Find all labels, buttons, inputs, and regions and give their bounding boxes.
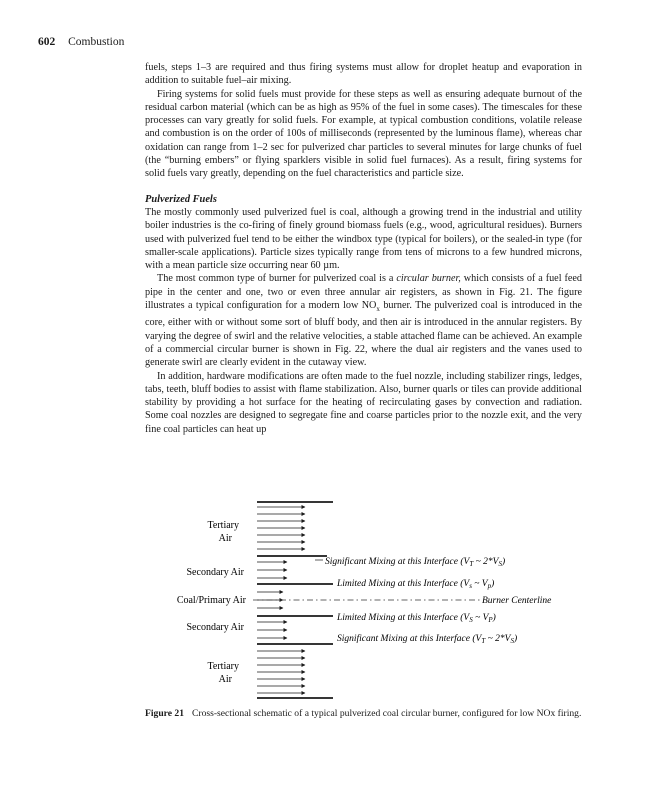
label-tertiary-top: Tertiary bbox=[207, 520, 239, 531]
burner-schematic bbox=[145, 498, 582, 702]
caption-label: Figure 21 bbox=[145, 708, 184, 719]
label-tertiary-bottom: Tertiary bbox=[207, 661, 239, 672]
body-text bbox=[145, 61, 582, 436]
paragraph-2: Firing systems for solid fuels must provide for these steps as well as ensuring adequate burnout of the residual carbon material (which can be as high as 95% of the fuel in some cases). The timescales for these processes can vary greatly for solid fuels. For example, at typical combustion conditions, volatile release and combustion is on the order of 100s of milliseconds (represented by the luminous flame), whereas char oxidation can range from 1–2 sec for pulverized char particles to several minutes for large chunks of fuel (the “burning embers” or flying sparklers visible in solid fuel furnaces). As a result, firing systems for solid fuels vary greatly, depending on the fuel characteristics and particle size. bbox=[145, 88, 582, 180]
paragraph-4 bbox=[145, 272, 582, 369]
label-air-top: Air bbox=[218, 533, 232, 544]
label-coal-primary: Coal/Primary Air bbox=[176, 595, 246, 606]
running-header bbox=[38, 36, 124, 48]
annotation-significant-top: Significant Mixing at this Interface ($V_T$ ~ $2*V_S$) bbox=[325, 557, 506, 568]
label-secondary-top: Secondary Air bbox=[186, 567, 244, 578]
section-heading: Pulverized Fuels bbox=[145, 193, 217, 205]
paragraph-1: fuels, steps 1–3 are required and thus firing systems must allow for droplet heatup and evaporation in addition to suitable fuel–air mixing. bbox=[145, 62, 582, 87]
p4-subscript: x bbox=[376, 305, 380, 314]
p4-emphasis: circular burner, bbox=[396, 273, 461, 285]
caption-text: Cross-sectional schematic of a typical pulverized coal circular burner, configured for low NOx firing. bbox=[192, 708, 582, 719]
p4-text-a: The most common type of burner for pulverized coal is a bbox=[157, 273, 397, 285]
figure-caption bbox=[145, 708, 582, 721]
annotation-limited-top: Limited Mixing at this Interface ($V_s$ ~ $V_p$) bbox=[337, 579, 495, 590]
figure-21 bbox=[145, 498, 582, 702]
p4-text-b: which consists of a fuel feed pipe in the center and one, two or even three annular air registers, as shown in Fig. 21. The figure illustrates a typical configuration for a modern low NO bbox=[145, 273, 582, 312]
annotation-centerline: Burner Centerline bbox=[482, 596, 552, 606]
p4-text-c: burner. The pulverized coal is introduced in the core, either with or without some sort of bluff body, and then air is introduced in the annular registers. By varying the degree of swirl and the relative velocities, a stable attached flame can be achieved. An example of a commercial circular burner is shown in Fig. 22, where the dual air registers and the vanes used to generate swirl are clearly evident in the cutaway view. bbox=[145, 300, 582, 369]
annotation-significant-bottom: Significant Mixing at this Interface ($V_T$ ~ $2*V_S$) bbox=[337, 634, 518, 645]
label-air-bottom: Air bbox=[218, 674, 232, 685]
label-secondary-bottom: Secondary Air bbox=[186, 622, 244, 633]
paragraph-5: In addition, hardware modifications are often made to the fuel nozzle, including stabilizer rings, ledges, tabs, teeth, bluff bodies to assist with flame stabilization. Also, burner quarls or tiles can provide additional stability by providing a hot surface for the heating of recirculating gases by convection and radiation. Some coal nozzles are designed to segregate fine and coarse particles prior to the nozzle exit, and the very fine coal particles can heat up bbox=[145, 370, 582, 435]
running-title: Combustion bbox=[68, 36, 125, 48]
page-number: 602 bbox=[38, 36, 56, 48]
annotation-limited-bottom: Limited Mixing at this Interface ($V_S$ ~ $V_P$) bbox=[337, 613, 496, 624]
paragraph-3: The mostly commonly used pulverized fuel is coal, although a growing trend in the industrial and utility boiler industries is the co-firing of finely ground biomass fuels (e.g., wood, agricultural residues). Burners used with pulverized fuel tend to be either the windbox type (typical for boilers), or the sealed-in type (for smaller-scale applications). Particle sizes typically range from tens of microns to a few hundred microns, with a mean particle size occurring near 60 µm. bbox=[145, 206, 582, 272]
